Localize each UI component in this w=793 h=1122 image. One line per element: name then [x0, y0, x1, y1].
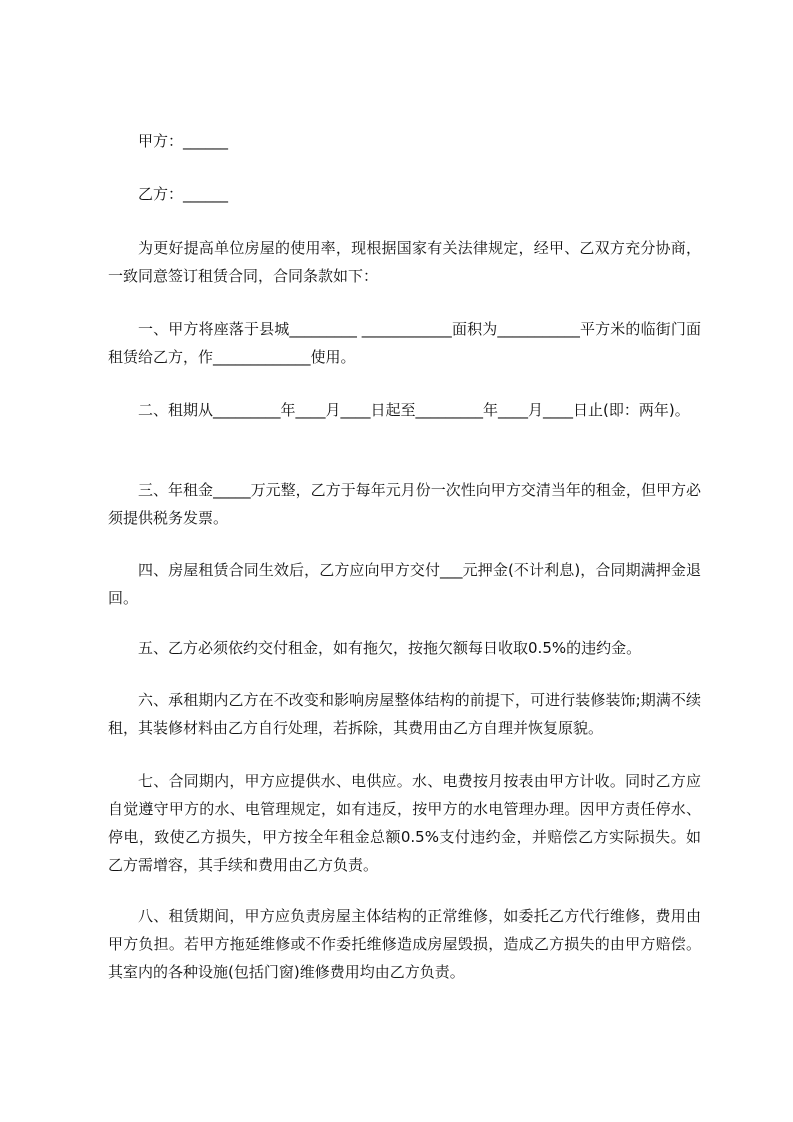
party-b-line: 乙方：______	[138, 185, 229, 203]
party-a-line: 甲方：______	[138, 132, 229, 150]
clause-4: 四、房屋租赁合同生效后，乙方应向甲方交付___元押金(不计利息)，合同期满押金退回。	[108, 561, 701, 607]
clause-8: 八、租赁期间，甲方应负责房屋主体结构的正常维修，如委托乙方代行维修，费用由甲方负担。若甲方拖延维修或不作委托维修造成房屋毁损，造成乙方损失的由甲方赔偿。其室内的各种设施(包括门窗)维修费用均由乙方负责。	[108, 907, 701, 981]
intro-paragraph: 为更好提高单位房屋的使用率，现根据国家有关法律规定，经甲、乙双方充分协商，一致同意签订租赁合同，合同条款如下：	[108, 239, 701, 285]
clause-5: 五、乙方必须依约交付租金，如有拖欠，按拖欠额每日收取0.5%的违约金。	[138, 639, 642, 657]
clause-2: 二、租期从_________年____月____日起至_________年____月____日止(即：两年)。	[138, 401, 690, 419]
clause-6: 六、承租期内乙方在不改变和影响房屋整体结构的前提下，可进行装修装饰;期满不续租，其装修材料由乙方自行处理，若拆除，其费用由乙方自理并恢复原貌。	[108, 691, 701, 737]
clause-3: 三、年租金_____万元整，乙方于每年元月份一次性向甲方交清当年的租金，但甲方必须提供税务发票。	[108, 481, 701, 527]
clause-7: 七、合同期内，甲方应提供水、电供应。水、电费按月按表由甲方计收。同时乙方应自觉遵守甲方的水、电管理规定，如有违反，按甲方的水电管理办理。因甲方责任停水、停电，致使乙方损失，甲方按全年租金总额0.5%支付违约金，并赔偿乙方实际损失。如乙方需增容，其手续和费用由乙方负责。	[108, 772, 701, 874]
clause-1: 一、甲方将座落于县城_________ ____________面积为___________平方米的临街门面租赁给乙方，作_____________使用。	[108, 320, 701, 366]
